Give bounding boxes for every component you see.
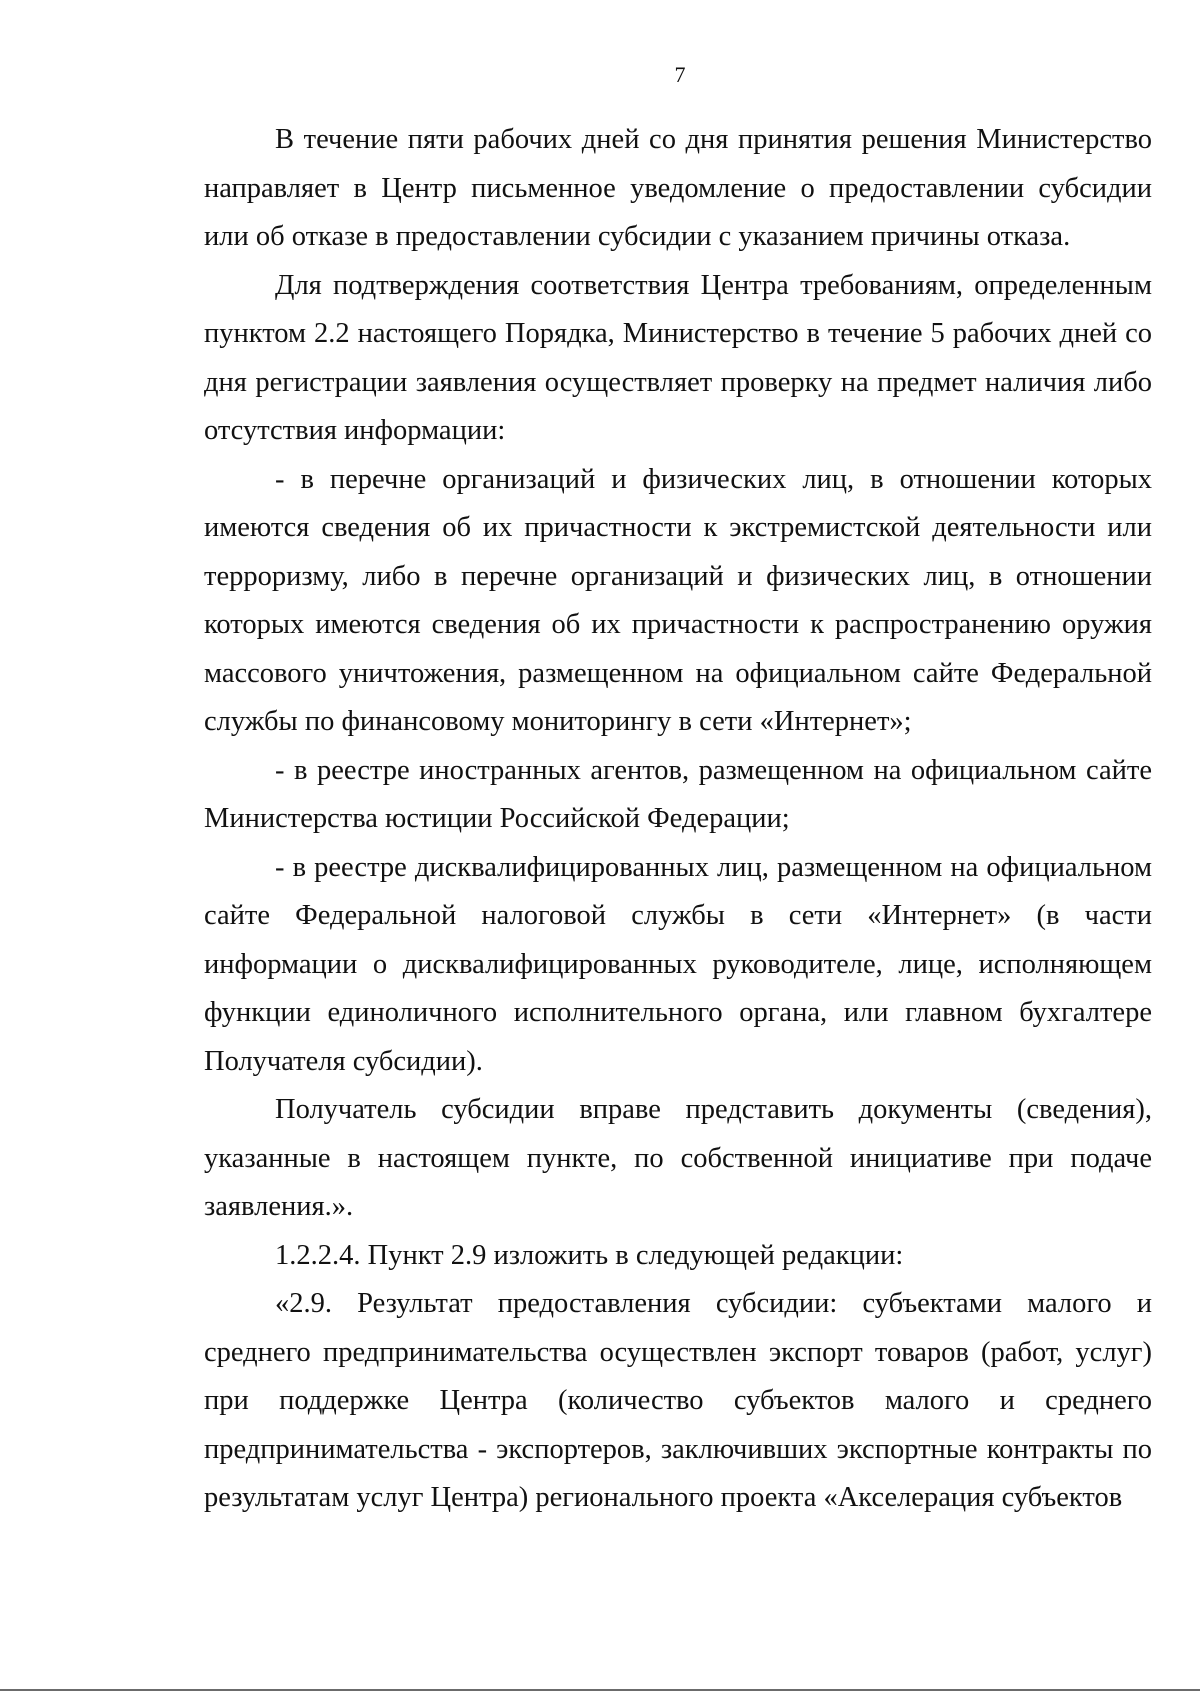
bottom-rule	[0, 1689, 1200, 1691]
paragraph-documents-initiative: Получатель субсидии вправе представить документы (сведения), указанные в настоящем пункте, по собственной инициативе при подаче заявления.».	[204, 1094, 1152, 1222]
paragraph-list-disqualified: - в реестре дисквалифицированных лиц, размещенном на официальном сайте Федеральной налоговой службы в сети «Интернет» (в части информации о дисквалифицированных руководителе, лице, исполняющем функции единоличного исполнительного органа, или главном бухгалтере Получателя субсидии).	[204, 851, 1152, 1077]
paragraph-list-foreign-agents: - в реестре иностранных агентов, размещенном на официальном сайте Министерства юстиции Российской Федерации;	[204, 754, 1152, 834]
paragraph-result-2-9: «2.9. Результат предоставления субсидии: субъектами малого и среднего предпринимательства осуществлен экспорт товаров (работ, услуг) при поддержке Центра (количество субъектов малого и среднего предпринимательства - экспортеров, заключивших экспортные контракты по результатам услуг Центра) регионального проекта «Акселерация субъектов	[204, 1288, 1152, 1513]
paragraph-verification: Для подтверждения соответствия Центра требованиям, определенным пунктом 2.2 настоящего Порядка, Министерство в течение 5 рабочих дней со дня регистрации заявления осуществляет проверку на предмет наличия либо отсутствия информации:	[204, 269, 1152, 446]
paragraph-notification: В течение пяти рабочих дней со дня принятия решения Министерство направляет в Центр письменное уведомление о предоставлении субсидии или об отказе в предоставлении субсидии с указанием причины отказа.	[204, 124, 1152, 252]
page-number: 7	[674, 62, 686, 87]
paragraph-amendment-2-9: 1.2.2.4. Пункт 2.9 изложить в следующей редакции:	[275, 1239, 904, 1271]
paragraph-list-extremism: - в перечне организаций и физических лиц, в отношении которых имеются сведения об их причастности к экстремистской деятельности или терроризму, либо в перечне организаций и физических лиц, в отношении которых имеются сведения об их причастности к распространению оружия массового уничтожения, размещенном на официальном сайте Федеральной службы по финансовому мониторингу в сети «Интернет»;	[204, 463, 1152, 737]
document-body	[204, 116, 1152, 1523]
